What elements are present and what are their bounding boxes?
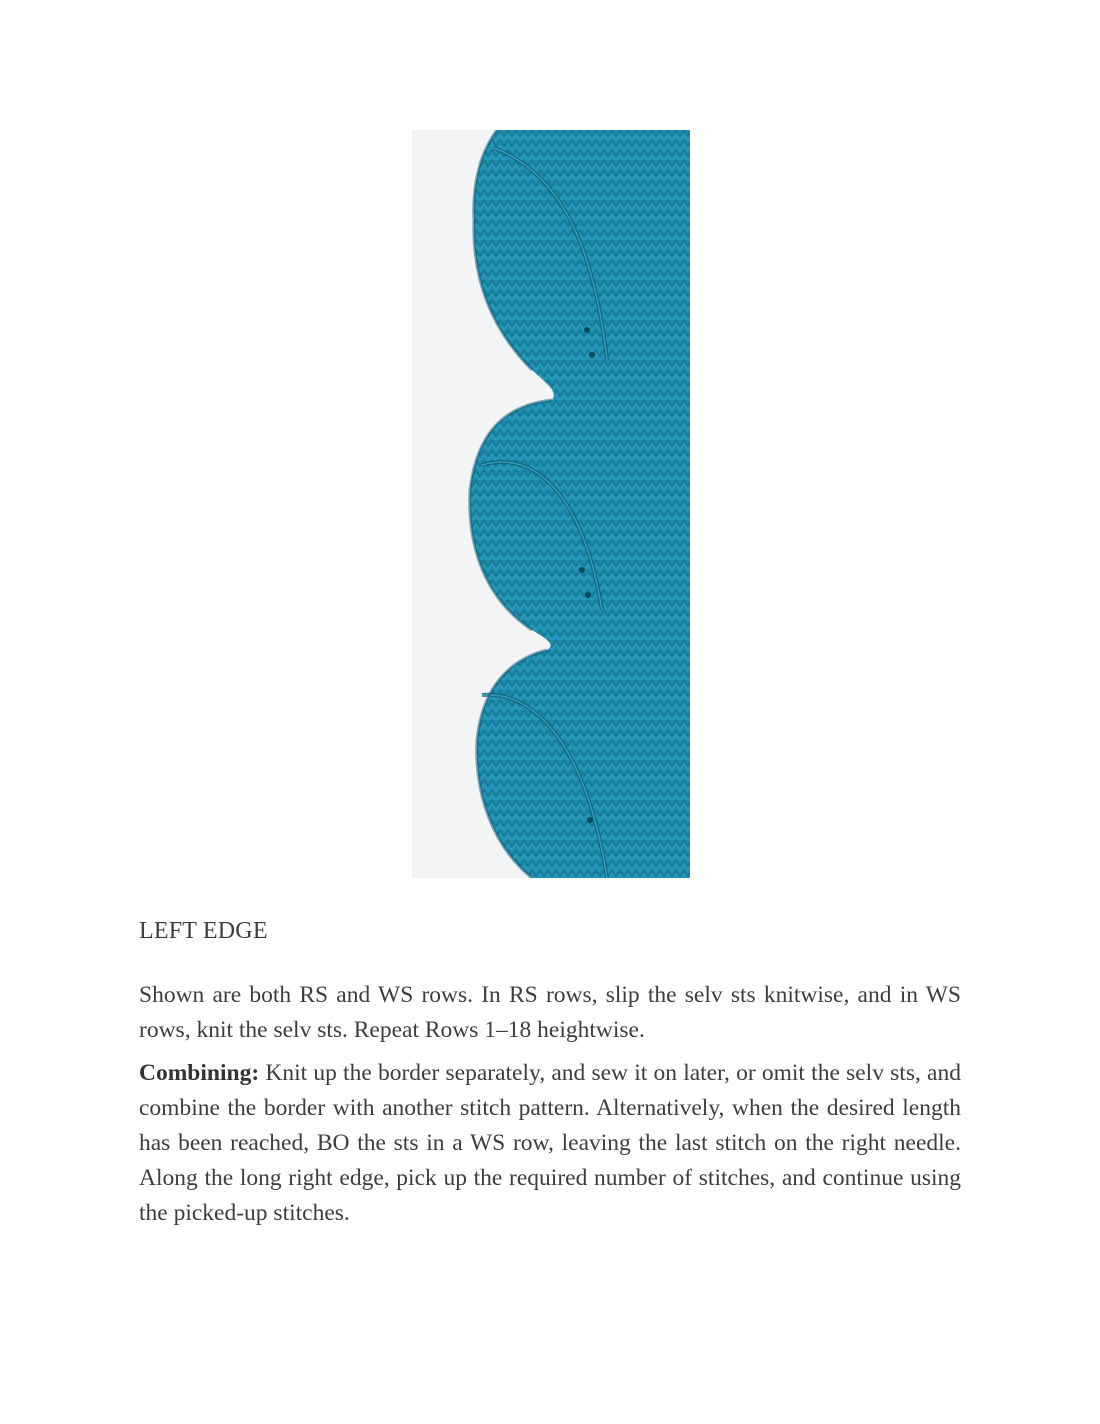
combining-text: Knit up the border separately, and sew it on later, or omit the selv sts, and combine the border with another stitch pattern. Alternatively, when the desired length has been reached, BO the sts in a WS row, leaving the last stitch on the right needle. Along the long right edge, pick up the required number of stitches, and continue using the picked-up stitches.	[139, 1060, 961, 1226]
knitted-swatch-illustration	[412, 130, 690, 878]
section-heading: LEFT EDGE	[139, 918, 268, 944]
knitted-swatch-photo	[412, 130, 690, 878]
combining-label: Combining:	[139, 1060, 260, 1086]
combining-paragraph	[139, 1056, 961, 1231]
instructions-paragraph: Shown are both RS and WS rows. In RS rows, slip the selv sts knitwise, and in WS rows, knit the selv sts. Repeat Rows 1–18 heightwise.	[139, 982, 961, 1043]
